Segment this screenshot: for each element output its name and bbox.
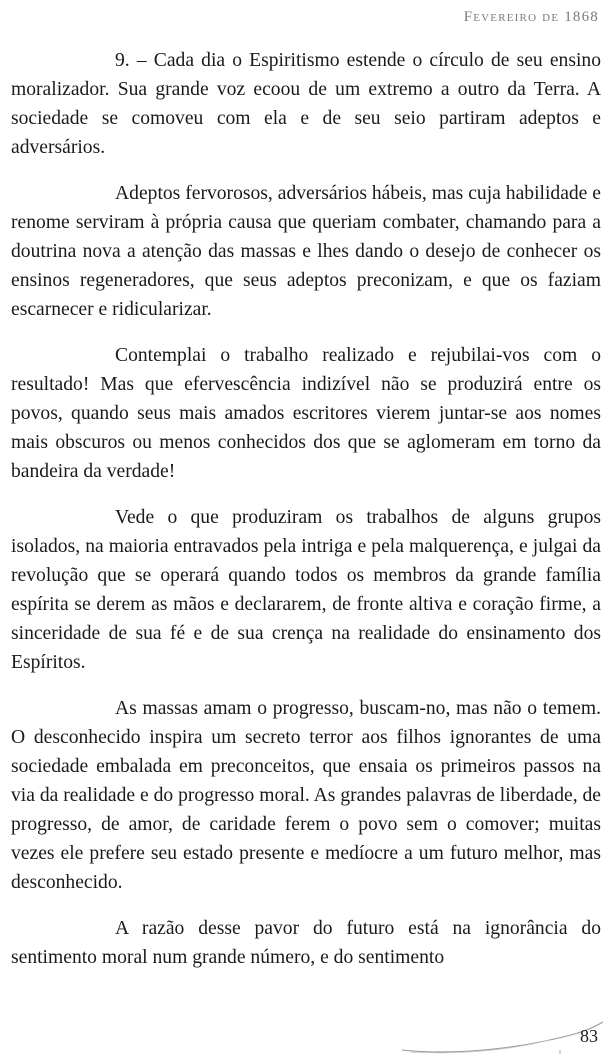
paragraph: 9. – Cada dia o Espiritismo estende o círculo de seu ensino moralizador. Sua grande voz ecoou de um extremo a outro da Terra. A sociedade se comoveu com ela e de seu seio partiram adeptos e adversários. <box>11 50 601 158</box>
running-header: Fevereiro de 1868 <box>463 9 599 25</box>
paragraph: Vede o que produziram os trabalhos de alguns grupos isolados, na maioria entravados pela intriga e pela malquerença, e julgai da revolução que se operará quando todos os membros da grande família espírita se derem as mãos e declararem, de fronte altiva e coração firme, a sinceridade de sua fé e de sua crença na realidade do ensinamento dos Espíritos. <box>11 507 601 673</box>
paragraph: A razão desse pavor do futuro está na ignorância do sentimento moral num grande número, e do sentimento <box>11 918 601 968</box>
page-body <box>11 46 601 989</box>
paragraph: Adeptos fervorosos, adversários hábeis, mas cuja habilidade e renome serviram à própria causa que queriam combater, chamando para a doutrina nova a atenção das massas e lhes dando o desejo de conhecer os ensinos regeneradores, que seus adeptos preconizam, e que os faziam escarnecer e ridicularizar. <box>11 183 601 320</box>
paragraph: Contemplai o trabalho realizado e rejubilai-vos com o resultado! Mas que efervescência indizível não se produzirá entre os povos, quando seus mais amados escritores vierem juntar-se aos nomes mais obscuros ou menos conhecidos dos que se aglomeram em torno da bandeira da verdade! <box>11 345 601 482</box>
decorative-swash <box>400 1020 605 1056</box>
paragraph: As massas amam o progresso, buscam-no, mas não o temem. O desconhecido inspira um secreto terror aos filhos ignorantes de uma sociedade embalada em preconceitos, que ensaia os primeiros passos na via da realidade e do progresso moral. As grandes palavras de liberdade, de progresso, de amor, de caridade ferem o povo sem o comover; muitas vezes ele prefere seu estado presente e medíocre a um futuro melhor, mas desconhecido. <box>11 698 601 893</box>
page-number: 83 <box>580 1026 598 1046</box>
